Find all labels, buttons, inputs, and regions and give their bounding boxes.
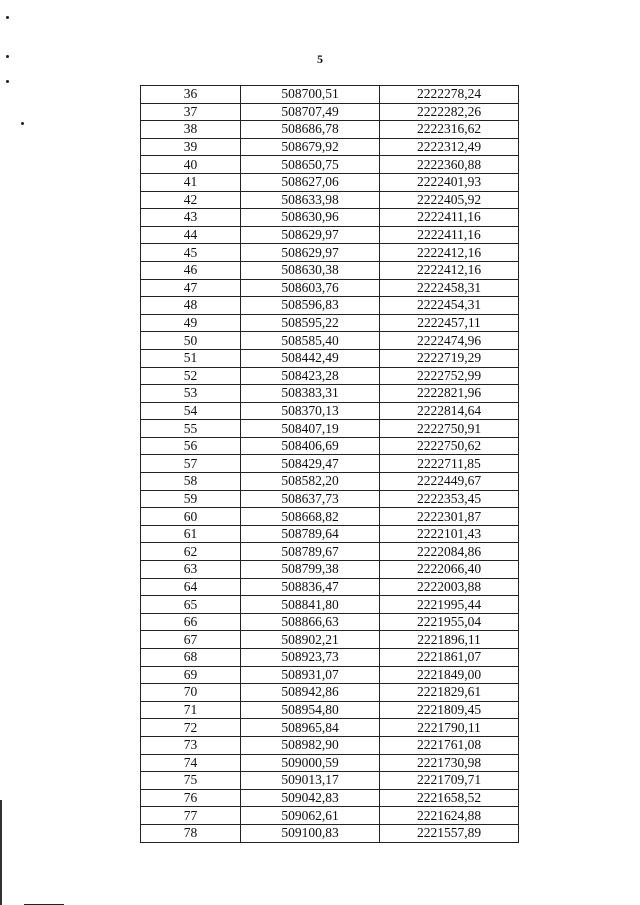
y-coordinate-cell: 2222752,99 xyxy=(380,367,519,385)
y-coordinate-cell: 2222101,43 xyxy=(380,525,519,543)
table-row xyxy=(141,314,519,332)
point-number-cell: 76 xyxy=(141,789,241,807)
y-coordinate-cell: 2222405,92 xyxy=(380,191,519,209)
y-coordinate-cell: 2222411,16 xyxy=(380,226,519,244)
y-coordinate-cell: 2222750,62 xyxy=(380,437,519,455)
table-row xyxy=(141,349,519,367)
point-number-cell: 49 xyxy=(141,314,241,332)
page-number: 5 xyxy=(317,52,323,66)
point-number-cell: 73 xyxy=(141,736,241,754)
table-row xyxy=(141,103,519,121)
table-row xyxy=(141,86,519,104)
table-row xyxy=(141,473,519,491)
point-number-cell: 56 xyxy=(141,437,241,455)
y-coordinate-cell: 2221658,52 xyxy=(380,789,519,807)
point-number-cell: 45 xyxy=(141,244,241,262)
coordinates-table xyxy=(140,85,519,843)
x-coordinate-cell: 508630,38 xyxy=(241,261,380,279)
y-coordinate-cell: 2221730,98 xyxy=(380,754,519,772)
y-coordinate-cell: 2222282,26 xyxy=(380,103,519,121)
y-coordinate-cell: 2221896,11 xyxy=(380,631,519,649)
table-row xyxy=(141,666,519,684)
table-row xyxy=(141,561,519,579)
table-row xyxy=(141,719,519,737)
y-coordinate-cell: 2222750,91 xyxy=(380,420,519,438)
y-coordinate-cell: 2222278,24 xyxy=(380,86,519,104)
table-row xyxy=(141,772,519,790)
x-coordinate-cell: 508650,75 xyxy=(241,156,380,174)
x-coordinate-cell: 508582,20 xyxy=(241,473,380,491)
table-row xyxy=(141,490,519,508)
point-number-cell: 39 xyxy=(141,138,241,156)
x-coordinate-cell: 508429,47 xyxy=(241,455,380,473)
point-number-cell: 77 xyxy=(141,807,241,825)
x-coordinate-cell: 509100,83 xyxy=(241,824,380,842)
x-coordinate-cell: 508679,92 xyxy=(241,138,380,156)
y-coordinate-cell: 2221829,61 xyxy=(380,684,519,702)
x-coordinate-cell: 508686,78 xyxy=(241,121,380,139)
table-row xyxy=(141,437,519,455)
point-number-cell: 74 xyxy=(141,754,241,772)
x-coordinate-cell: 508902,21 xyxy=(241,631,380,649)
x-coordinate-cell: 508630,96 xyxy=(241,209,380,227)
x-coordinate-cell: 508406,69 xyxy=(241,437,380,455)
x-coordinate-cell: 509000,59 xyxy=(241,754,380,772)
point-number-cell: 67 xyxy=(141,631,241,649)
x-coordinate-cell: 508707,49 xyxy=(241,103,380,121)
x-coordinate-cell: 508596,83 xyxy=(241,297,380,315)
x-coordinate-cell: 508370,13 xyxy=(241,402,380,420)
x-coordinate-cell: 508982,90 xyxy=(241,736,380,754)
x-coordinate-cell: 508629,97 xyxy=(241,244,380,262)
y-coordinate-cell: 2222474,96 xyxy=(380,332,519,350)
point-number-cell: 58 xyxy=(141,473,241,491)
x-coordinate-cell: 508627,06 xyxy=(241,173,380,191)
y-coordinate-cell: 2222449,67 xyxy=(380,473,519,491)
table-row xyxy=(141,824,519,842)
x-coordinate-cell: 509042,83 xyxy=(241,789,380,807)
table-row xyxy=(141,191,519,209)
coordinates-table-body xyxy=(141,86,519,843)
table-row xyxy=(141,543,519,561)
margin-dot xyxy=(6,16,9,19)
table-row xyxy=(141,261,519,279)
y-coordinate-cell: 2222401,93 xyxy=(380,173,519,191)
table-row xyxy=(141,209,519,227)
y-coordinate-cell: 2222003,88 xyxy=(380,578,519,596)
table-row xyxy=(141,736,519,754)
table-row xyxy=(141,508,519,526)
table-row xyxy=(141,613,519,631)
y-coordinate-cell: 2221809,45 xyxy=(380,701,519,719)
point-number-cell: 48 xyxy=(141,297,241,315)
margin-dot xyxy=(6,80,9,83)
table-row xyxy=(141,578,519,596)
table-row xyxy=(141,367,519,385)
y-coordinate-cell: 2221709,71 xyxy=(380,772,519,790)
point-number-cell: 41 xyxy=(141,173,241,191)
point-number-cell: 65 xyxy=(141,596,241,614)
y-coordinate-cell: 2221995,44 xyxy=(380,596,519,614)
x-coordinate-cell: 508603,76 xyxy=(241,279,380,297)
table-row xyxy=(141,173,519,191)
table-row xyxy=(141,420,519,438)
point-number-cell: 47 xyxy=(141,279,241,297)
y-coordinate-cell: 2221761,08 xyxy=(380,736,519,754)
point-number-cell: 52 xyxy=(141,367,241,385)
point-number-cell: 61 xyxy=(141,525,241,543)
left-binding-line xyxy=(0,800,2,905)
point-number-cell: 46 xyxy=(141,261,241,279)
point-number-cell: 50 xyxy=(141,332,241,350)
point-number-cell: 54 xyxy=(141,402,241,420)
point-number-cell: 75 xyxy=(141,772,241,790)
x-coordinate-cell: 508789,67 xyxy=(241,543,380,561)
y-coordinate-cell: 2221624,88 xyxy=(380,807,519,825)
x-coordinate-cell: 508923,73 xyxy=(241,649,380,667)
table-row xyxy=(141,649,519,667)
x-coordinate-cell: 508423,28 xyxy=(241,367,380,385)
x-coordinate-cell: 509062,61 xyxy=(241,807,380,825)
point-number-cell: 36 xyxy=(141,86,241,104)
point-number-cell: 66 xyxy=(141,613,241,631)
point-number-cell: 71 xyxy=(141,701,241,719)
y-coordinate-cell: 2222412,16 xyxy=(380,244,519,262)
y-coordinate-cell: 2222360,88 xyxy=(380,156,519,174)
x-coordinate-cell: 508407,19 xyxy=(241,420,380,438)
y-coordinate-cell: 2222711,85 xyxy=(380,455,519,473)
x-coordinate-cell: 508789,64 xyxy=(241,525,380,543)
table-row xyxy=(141,244,519,262)
x-coordinate-cell: 509013,17 xyxy=(241,772,380,790)
x-coordinate-cell: 508700,51 xyxy=(241,86,380,104)
table-row xyxy=(141,332,519,350)
x-coordinate-cell: 508866,63 xyxy=(241,613,380,631)
table-row xyxy=(141,701,519,719)
point-number-cell: 62 xyxy=(141,543,241,561)
x-coordinate-cell: 508668,82 xyxy=(241,508,380,526)
x-coordinate-cell: 508965,84 xyxy=(241,719,380,737)
y-coordinate-cell: 2222457,11 xyxy=(380,314,519,332)
table-row xyxy=(141,121,519,139)
y-coordinate-cell: 2222066,40 xyxy=(380,561,519,579)
table-row xyxy=(141,807,519,825)
point-number-cell: 55 xyxy=(141,420,241,438)
x-coordinate-cell: 508942,86 xyxy=(241,684,380,702)
table-row xyxy=(141,138,519,156)
point-number-cell: 59 xyxy=(141,490,241,508)
table-row xyxy=(141,754,519,772)
table-row xyxy=(141,156,519,174)
x-coordinate-cell: 508629,97 xyxy=(241,226,380,244)
point-number-cell: 63 xyxy=(141,561,241,579)
y-coordinate-cell: 2221849,00 xyxy=(380,666,519,684)
y-coordinate-cell: 2222301,87 xyxy=(380,508,519,526)
left-page-edge xyxy=(0,0,3,905)
table-row xyxy=(141,789,519,807)
table-row xyxy=(141,226,519,244)
point-number-cell: 72 xyxy=(141,719,241,737)
point-number-cell: 43 xyxy=(141,209,241,227)
table-row xyxy=(141,279,519,297)
table-row xyxy=(141,402,519,420)
x-coordinate-cell: 508383,31 xyxy=(241,385,380,403)
y-coordinate-cell: 2222312,49 xyxy=(380,138,519,156)
x-coordinate-cell: 508442,49 xyxy=(241,349,380,367)
x-coordinate-cell: 508585,40 xyxy=(241,332,380,350)
point-number-cell: 68 xyxy=(141,649,241,667)
point-number-cell: 60 xyxy=(141,508,241,526)
y-coordinate-cell: 2222814,64 xyxy=(380,402,519,420)
point-number-cell: 37 xyxy=(141,103,241,121)
table-row xyxy=(141,525,519,543)
x-coordinate-cell: 508954,80 xyxy=(241,701,380,719)
y-coordinate-cell: 2221790,11 xyxy=(380,719,519,737)
point-number-cell: 78 xyxy=(141,824,241,842)
table-row xyxy=(141,297,519,315)
y-coordinate-cell: 2222316,62 xyxy=(380,121,519,139)
point-number-cell: 51 xyxy=(141,349,241,367)
table-row xyxy=(141,684,519,702)
table-row xyxy=(141,455,519,473)
x-coordinate-cell: 508799,38 xyxy=(241,561,380,579)
y-coordinate-cell: 2222458,31 xyxy=(380,279,519,297)
y-coordinate-cell: 2222412,16 xyxy=(380,261,519,279)
x-coordinate-cell: 508637,73 xyxy=(241,490,380,508)
y-coordinate-cell: 2222719,29 xyxy=(380,349,519,367)
x-coordinate-cell: 508595,22 xyxy=(241,314,380,332)
y-coordinate-cell: 2222821,96 xyxy=(380,385,519,403)
x-coordinate-cell: 508836,47 xyxy=(241,578,380,596)
point-number-cell: 64 xyxy=(141,578,241,596)
y-coordinate-cell: 2222353,45 xyxy=(380,490,519,508)
y-coordinate-cell: 2222411,16 xyxy=(380,209,519,227)
x-coordinate-cell: 508633,98 xyxy=(241,191,380,209)
y-coordinate-cell: 2221955,04 xyxy=(380,613,519,631)
x-coordinate-cell: 508931,07 xyxy=(241,666,380,684)
point-number-cell: 53 xyxy=(141,385,241,403)
y-coordinate-cell: 2222084,86 xyxy=(380,543,519,561)
point-number-cell: 38 xyxy=(141,121,241,139)
point-number-cell: 42 xyxy=(141,191,241,209)
point-number-cell: 44 xyxy=(141,226,241,244)
point-number-cell: 70 xyxy=(141,684,241,702)
y-coordinate-cell: 2221861,07 xyxy=(380,649,519,667)
point-number-cell: 57 xyxy=(141,455,241,473)
y-coordinate-cell: 2222454,31 xyxy=(380,297,519,315)
table-row xyxy=(141,631,519,649)
table-row xyxy=(141,596,519,614)
margin-dot xyxy=(21,122,24,125)
y-coordinate-cell: 2221557,89 xyxy=(380,824,519,842)
point-number-cell: 40 xyxy=(141,156,241,174)
table-row xyxy=(141,385,519,403)
x-coordinate-cell: 508841,80 xyxy=(241,596,380,614)
point-number-cell: 69 xyxy=(141,666,241,684)
